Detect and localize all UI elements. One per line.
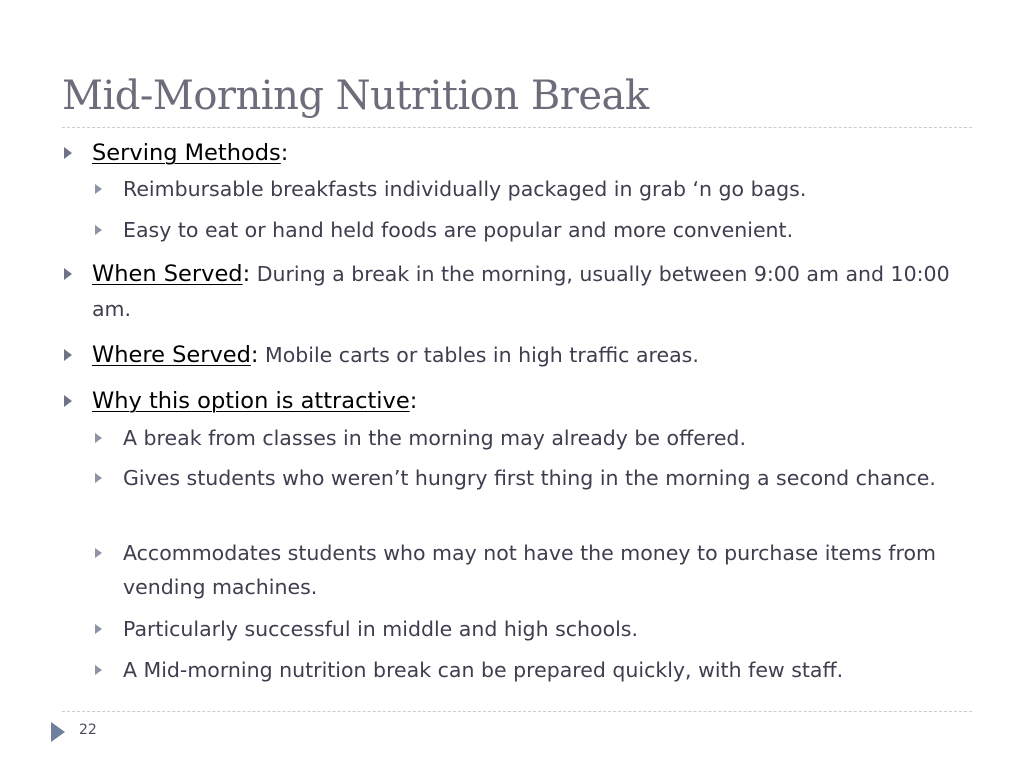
sub-bullet-arrow-icon bbox=[95, 473, 102, 483]
sub-bullet-arrow-icon bbox=[95, 548, 102, 558]
sub-bullet-arrow-icon bbox=[95, 225, 102, 235]
sub-bullet-arrow-icon bbox=[95, 184, 102, 194]
serving-methods-heading: Serving Methods bbox=[92, 140, 281, 166]
bullet-arrow-icon bbox=[64, 395, 72, 407]
bullet-arrow-icon bbox=[64, 147, 72, 159]
when-served-heading: When Served bbox=[92, 261, 243, 287]
where-served-colon: : bbox=[250, 342, 259, 368]
page-number: 22 bbox=[79, 722, 97, 738]
sub-bullet-item: A Mid-morning nutrition break can be prepared quickly, with few staff. bbox=[123, 658, 844, 682]
when-served-text: During a break in the morning, usually between 9:00 am and 10:00 am. bbox=[92, 262, 950, 321]
sub-bullet-item: Easy to eat or hand held foods are popular and more convenient. bbox=[123, 218, 794, 242]
title-divider bbox=[62, 127, 972, 128]
footer-arrow-icon bbox=[51, 722, 65, 742]
when-served-colon: : bbox=[242, 261, 251, 287]
sub-bullet-item: A break from classes in the morning may already be offered. bbox=[123, 426, 746, 450]
why-attractive-heading: Why this option is attractive bbox=[92, 388, 410, 414]
where-served-heading: Where Served bbox=[92, 342, 251, 368]
sub-bullet-item: Gives students who weren’t hungry first thing in the morning a second chance. bbox=[123, 466, 936, 490]
footer-divider bbox=[62, 711, 972, 712]
slide-title: Mid-Morning Nutrition Break bbox=[62, 73, 649, 119]
serving-methods-colon: : bbox=[280, 140, 289, 166]
sub-bullet-arrow-icon bbox=[95, 433, 102, 443]
bullet-arrow-icon bbox=[64, 268, 72, 280]
sub-bullet-item: Accommodates students who may not have the money to purchase items from vending machines. bbox=[123, 541, 936, 599]
sub-bullet-item: Particularly successful in middle and high schools. bbox=[123, 617, 639, 641]
bullet-arrow-icon bbox=[64, 349, 72, 361]
sub-bullet-item: Reimbursable breakfasts individually packaged in grab ‘n go bags. bbox=[123, 177, 807, 201]
why-attractive-colon: : bbox=[409, 388, 418, 414]
where-served-text: Mobile carts or tables in high traffic areas. bbox=[258, 343, 699, 367]
sub-bullet-arrow-icon bbox=[95, 665, 102, 675]
bullet-why-attractive bbox=[92, 384, 972, 419]
bullet-where-served bbox=[92, 338, 972, 373]
sub-bullet-arrow-icon bbox=[95, 624, 102, 634]
bullet-when-served bbox=[92, 257, 972, 327]
bullet-serving-methods bbox=[92, 136, 972, 171]
